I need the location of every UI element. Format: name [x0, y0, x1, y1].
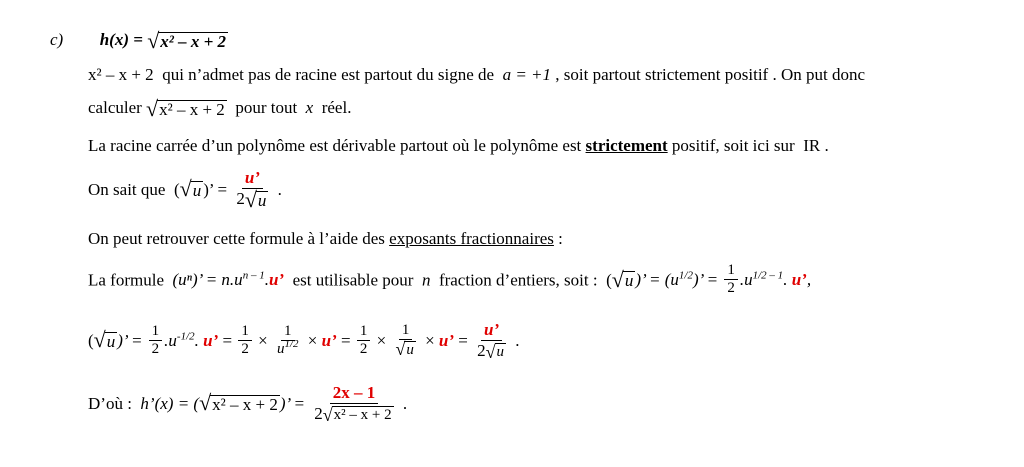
derivative-eq: )’ = [117, 330, 143, 350]
den-u: u [276, 340, 285, 357]
var-n: n [421, 270, 431, 290]
exponent: -1/2 [176, 330, 195, 343]
text-sign: qui n’admet pas de racine est partout du signe de [162, 65, 495, 84]
num: 1 [724, 262, 738, 280]
u-prime: u’ [438, 330, 455, 350]
sqrt-symbol: √ u [93, 327, 116, 353]
period: . [515, 330, 520, 350]
sqrt-symbol: √ u [395, 339, 414, 360]
sqrt-symbol: √ x² – x + 2 [322, 404, 392, 425]
sqrt-arg: x² – x + 2 [212, 394, 278, 414]
exponent-half: 1/2 [678, 269, 693, 282]
fraction-half [724, 262, 738, 298]
text-strictement: strictement [585, 136, 668, 155]
sqrt-arg: u [192, 180, 202, 200]
h-def-arg: x² – x + 2 [160, 32, 227, 52]
reals-symbol: IR [803, 136, 821, 155]
text-utilisable: est utilisable pour [292, 270, 414, 290]
eq-power: )’ = (u [635, 270, 679, 290]
sqrt-arg: x² – x + 2 [159, 100, 225, 120]
text-positive: , soit partout strictement positif . On put donc [555, 65, 866, 84]
text-exposants: exposants fractionnaires [389, 229, 554, 248]
text-real: réel. [321, 97, 352, 117]
u-power: .u [164, 330, 177, 350]
text-calc: calculer [88, 97, 142, 117]
derivative-eq: )’ = [692, 270, 719, 290]
fraction-inv-sqrt [392, 322, 418, 358]
dot: . [194, 330, 199, 350]
fraction-numerator: u’ [481, 320, 502, 341]
var-x: x [305, 97, 314, 117]
fraction-result: u’ 2 √ u [477, 320, 505, 362]
text-fraction: fraction d’entiers, soit : [438, 270, 598, 290]
derivative-eq: )’ = [203, 179, 228, 199]
exponent: n – 1 [242, 269, 265, 282]
den: 2 [151, 340, 160, 357]
period: . [402, 393, 408, 413]
u-prime: u’ [791, 270, 807, 290]
fraction-numerator: u’ [242, 168, 263, 189]
sqrt-symbol: √ u [485, 341, 505, 362]
sqrt-arg: u [106, 331, 116, 351]
u-prime: u’ [268, 270, 285, 290]
sqrt-symbol: √ x² – x + 2 [199, 390, 278, 416]
equals: = [458, 330, 468, 350]
fraction-u-half [274, 323, 302, 359]
dot: . [264, 270, 269, 290]
times: × [425, 330, 435, 350]
paragraph-line-5 [88, 168, 282, 211]
paragraph-line-8 [88, 320, 520, 361]
den: 2 [727, 280, 735, 297]
poly-expression: x² – x + 2 [88, 65, 154, 84]
fraction-half [357, 323, 371, 359]
exponent-half: 1/2 [284, 337, 299, 350]
a-value: a = +1 [502, 65, 552, 84]
sqrt-symbol: √ u [611, 266, 634, 292]
paragraph-line-4 [88, 137, 829, 154]
num: 1 [149, 323, 163, 341]
formula-power: (uⁿ)’ = n.u [172, 270, 243, 290]
den: 2 [241, 340, 249, 357]
h-def-lhs: h(x) = [99, 29, 143, 49]
sqrt-symbol: √ x² – x + 2 [147, 28, 227, 53]
den-two: 2 [236, 188, 245, 208]
dot: . [783, 270, 788, 290]
u-prime: u’ [203, 330, 219, 350]
colon: : [558, 229, 563, 248]
times: × [376, 330, 387, 350]
num: 1 [238, 323, 252, 341]
equals: = [341, 330, 351, 350]
den-two: 2 [314, 403, 323, 423]
paren-open: ( [173, 179, 180, 199]
sqrt-arg: u [257, 190, 267, 210]
paragraph-line-9 [88, 383, 407, 424]
text-formule: La formule [88, 270, 164, 290]
text-retrouver: On peut retrouver cette formule à l’aide des [88, 229, 385, 248]
comma: , [806, 270, 812, 290]
sqrt-symbol: √ u [179, 176, 202, 202]
sqrt-arg: u [406, 341, 414, 358]
period: . [824, 136, 829, 155]
text-for-all: pour tout [235, 97, 298, 117]
text-dou: D’où : [88, 393, 132, 413]
fraction-half [238, 323, 252, 359]
paragraph-line-7: La formule (uⁿ)’ = $n.u^{n - 1}.u$’ est utilisable pour n fraction d’entiers, soit : ( √ u )’ = $(u^{1/2})$’ = $\frac{1}{2}$ $.u^{1/2 - 1}$. u’, [88, 262, 812, 297]
fraction-half [149, 323, 163, 359]
den: 2 [359, 340, 368, 357]
fraction-numerator: 2x – 1 [330, 383, 379, 404]
text-on-sait: On sait que [88, 179, 166, 199]
times: × [258, 330, 268, 350]
text-derivable: La racine carrée d’un polynôme est dérivable partout où le polynôme est [88, 136, 582, 155]
num: 1 [281, 323, 295, 341]
paragraph-line-2 [88, 66, 865, 83]
equals: = [222, 330, 233, 350]
num: 1 [357, 323, 371, 341]
sqrt-symbol: √ x² – x + 2 [146, 96, 225, 121]
fraction [233, 168, 271, 211]
paragraph-line-6 [88, 230, 563, 247]
item-line-1 [50, 30, 228, 52]
paragraph-line-3 [88, 98, 351, 120]
exponent: 1/2 – 1 [752, 269, 784, 282]
paren-open: ( [88, 330, 94, 350]
text-soit: positif, soit ici sur [671, 136, 795, 155]
u-prime: u’ [321, 330, 337, 350]
sqrt-symbol: √ u [244, 186, 267, 212]
item-label: c) [50, 29, 64, 49]
sqrt-arg: x² – x + 2 [333, 407, 392, 424]
u-power: .u [739, 270, 753, 290]
times: × [307, 330, 318, 350]
sqrt-arg: u [496, 344, 505, 361]
period: . [277, 179, 282, 199]
h-prime-lhs: h’(x) = ( [140, 393, 200, 413]
num: 1 [399, 322, 413, 340]
fraction-final [311, 383, 396, 424]
derivative-eq: )’ = [279, 393, 306, 413]
